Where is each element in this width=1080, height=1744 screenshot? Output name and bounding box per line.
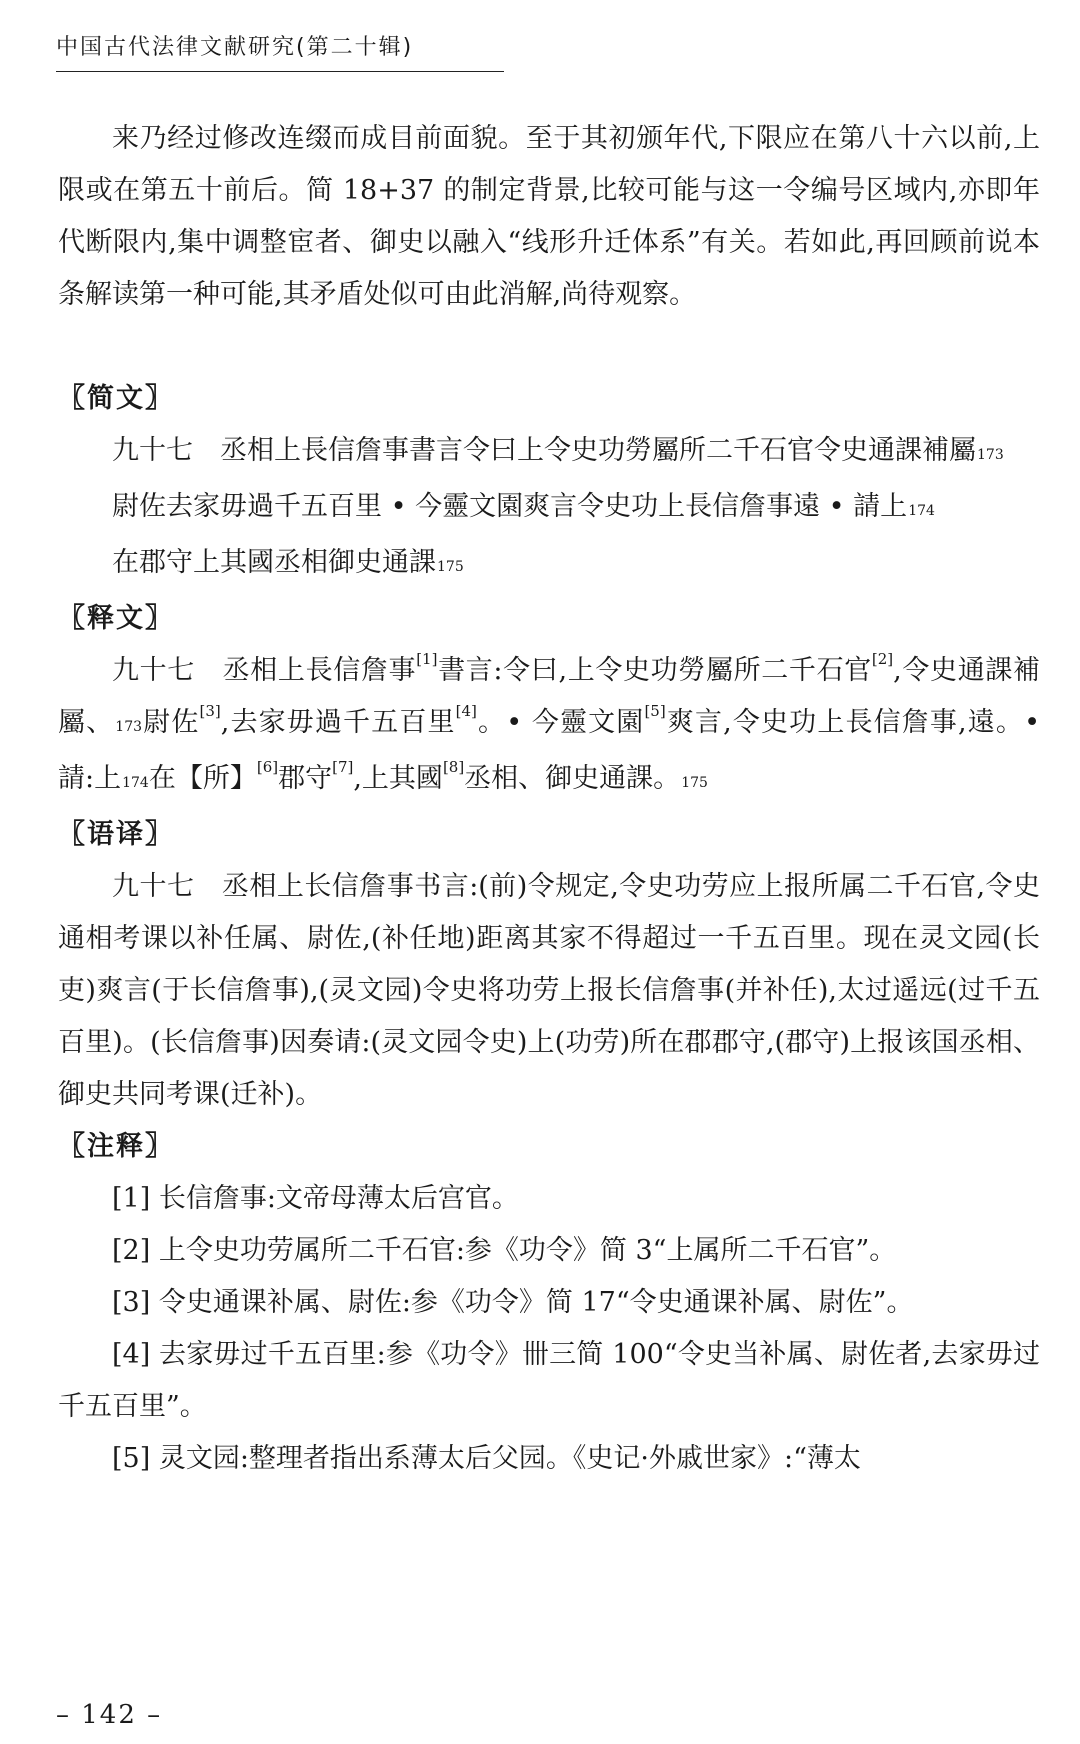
footnote-marker: [1] xyxy=(416,650,438,668)
intro-paragraph: 来乃经过修改连缀而成目前面貌。至于其初颁年代,下限应在第八十六以前,上限或在第五十前后。简 18+37 的制定背景,比较可能与这一令编号区域内,亦即年代断限内,集中调整宦者、御史以融入“线形升迁体系”有关。若如此,再回顾前说本条解读第一种可能,其矛盾处似可由此消解,尚待观察。 xyxy=(58,123,1040,310)
shiwen-paragraph xyxy=(58,645,1040,809)
note-item: [2] 上令史功劳属所二千石官:参《功令》简 3“上属所二千石官”。 xyxy=(112,1235,897,1266)
running-header: 中国古代法律文献研究(第二十辑) xyxy=(56,30,504,72)
slip-number: 173 xyxy=(977,447,1004,463)
page-body xyxy=(58,113,1040,1485)
slip-number: 174 xyxy=(122,775,149,791)
section-heading-shiwen: 〖释文〗 xyxy=(58,603,174,634)
shiwen-text: 九十七 丞相上長信詹事 xyxy=(112,655,417,686)
shiwen-text: 丞相、御史通課。 xyxy=(464,763,681,794)
shiwen-text: 在【所】 xyxy=(148,763,257,794)
footnote-marker: [8] xyxy=(442,758,465,776)
shiwen-text: ,去家毋過千五百里 xyxy=(220,707,456,738)
footnote-marker: [5] xyxy=(644,702,666,720)
jianwen-text-3: 在郡守上其國丞相御史通課 xyxy=(112,547,436,578)
shiwen-text: ,令史通課補屬、 xyxy=(58,655,1041,738)
note-item: [1] 长信詹事:文帝母薄太后宫官。 xyxy=(112,1183,519,1214)
section-heading-zhushi: 〖注释〗 xyxy=(58,1131,174,1162)
section-gap xyxy=(58,321,1040,373)
section-heading-jianwen: 〖简文〗 xyxy=(58,383,174,414)
yuyi-paragraph: 九十七 丞相上长信詹事书言:(前)令规定,令史功劳应上报所属二千石官,令史通相考课以补任属、尉佐,(补任地)距离其家不得超过一千五百里。现在灵文园(长吏)爽言(于长信詹事),(灵文园)令史将功劳上报长信詹事(并补任),太过遥远(过千五百里)。(长信詹事)因奏请:(灵文园令史)上(功劳)所在郡郡守,(郡守)上报该国丞相、御史共同考课(迁补)。 xyxy=(58,871,1040,1110)
footnote-marker: [2] xyxy=(871,650,894,668)
jianwen-line-3 xyxy=(58,537,1040,593)
note-item: [4] 去家毋过千五百里:参《功令》卌三简 100“令史当补属、尉佐者,去家毋过千五百里”。 xyxy=(58,1339,1040,1422)
page-number: – 142 – xyxy=(56,1700,163,1730)
jianwen-line-2 xyxy=(58,481,1040,537)
slip-number: 175 xyxy=(437,559,464,575)
slip-number: 174 xyxy=(908,503,935,519)
note-item: [3] 令史通课补属、尉佐:参《功令》简 17“令史通课补属、尉佐”。 xyxy=(112,1287,914,1318)
slip-number: 175 xyxy=(681,775,708,791)
footnote-marker: [4] xyxy=(455,702,477,720)
shiwen-text: 書言:令曰,上令史功勞屬所二千石官 xyxy=(437,655,872,686)
shiwen-text: 郡守 xyxy=(278,763,333,794)
note-item: [5] 灵文园:整理者指出系薄太后父园。《史记·外戚世家》:“薄太 xyxy=(112,1443,861,1474)
footnote-marker: [6] xyxy=(256,758,279,776)
section-heading-yuyi: 〖语译〗 xyxy=(58,819,174,850)
shiwen-text: 爽言,令史功上長信詹事,遠。• 請:上 xyxy=(58,707,1041,794)
shiwen-text: 尉佐 xyxy=(142,707,200,738)
footnote-marker: [7] xyxy=(332,758,354,776)
shiwen-text: 。• 今靈文園 xyxy=(476,707,645,738)
slip-number: 173 xyxy=(115,719,143,735)
jianwen-text-1: 九十七 丞相上長信詹事書言令曰上令史功勞屬所二千石官令史通課補屬 xyxy=(112,435,976,466)
jianwen-text-2: 尉佐去家毋過千五百里 • 今靈文園爽言令史功上長信詹事遠 • 請上 xyxy=(112,491,908,522)
jianwen-line-1 xyxy=(58,425,1040,481)
shiwen-text: ,上其國 xyxy=(353,763,443,794)
footnote-marker: [3] xyxy=(199,702,221,720)
